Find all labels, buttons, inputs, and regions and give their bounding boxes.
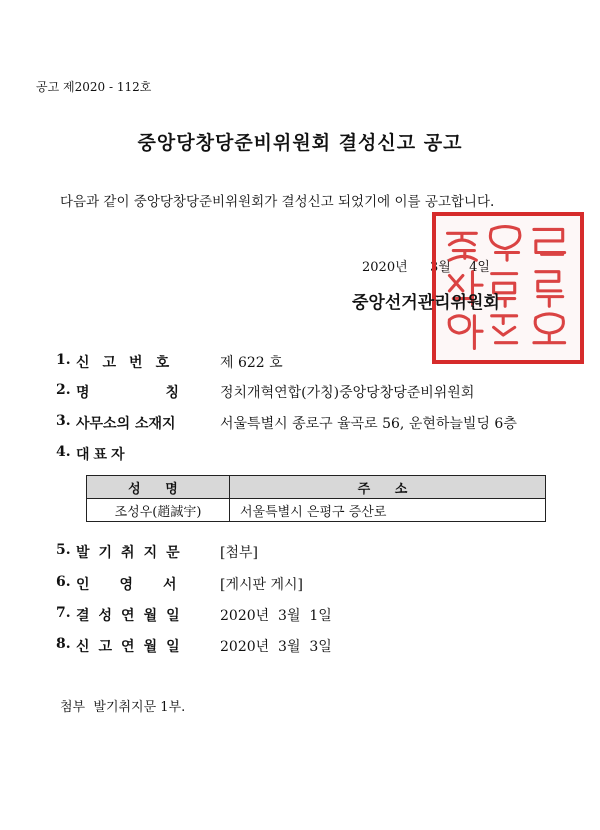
item-label: 대표자 <box>76 447 129 463</box>
item-number: 5. <box>56 542 71 558</box>
notice-number: 공고 제2020 - 112호 <box>36 80 152 94</box>
item-label: 신고연월일 <box>76 639 189 655</box>
item-value: [게시판 게시] <box>220 577 303 593</box>
date-day: 4일 <box>469 260 490 275</box>
item-number: 1. <box>56 352 71 368</box>
item-number: 7. <box>56 605 71 621</box>
date-year: 2020년 <box>362 260 408 275</box>
column-header-address: 주 소 <box>230 476 546 499</box>
item-label: 사무소의 소재지 <box>76 416 176 432</box>
item-number: 3. <box>56 413 71 429</box>
item-label: 결성연월일 <box>76 608 189 624</box>
representative-table <box>86 475 546 522</box>
item-label: 인영서 <box>76 577 207 593</box>
table-header-row <box>87 476 546 499</box>
item-value: 서울특별시 종로구 율곡로 56, 운현하늘빌딩 6층 <box>220 416 517 432</box>
item-number: 8. <box>56 636 71 652</box>
item-value: [첨부] <box>220 545 258 561</box>
representative-name: 조성우(趙誠宇) <box>87 499 230 522</box>
issuer-name: 중앙선거관리위원회 <box>352 293 500 313</box>
column-header-name: 성 명 <box>87 476 230 499</box>
item-value: 2020년 3월 1일 <box>220 608 332 624</box>
table-row <box>87 499 546 522</box>
item-value: 정치개혁연합(가칭)중앙당창당준비위원회 <box>220 385 475 401</box>
item-label: 발기취지문 <box>76 545 189 561</box>
item-value: 제 622 호 <box>220 355 283 371</box>
item-label: 신고번호 <box>76 355 183 371</box>
item-number: 6. <box>56 574 71 590</box>
item-number: 2. <box>56 382 71 398</box>
item-number: 4. <box>56 444 71 460</box>
attachment-note: 첨부 발기취지문 1부. <box>60 700 186 715</box>
intro-text: 다음과 같이 중앙당창당준비위원회가 결성신고 되었기에 이를 공고합니다. <box>60 194 495 210</box>
date-month: 3월 <box>429 260 451 275</box>
representative-address: 서울특별시 은평구 증산로 <box>230 499 546 522</box>
item-value: 2020년 3월 3일 <box>220 639 332 655</box>
document-title: 중앙당창당준비위원회 결성신고 공고 <box>137 132 463 154</box>
item-label: 명칭 <box>76 385 256 401</box>
